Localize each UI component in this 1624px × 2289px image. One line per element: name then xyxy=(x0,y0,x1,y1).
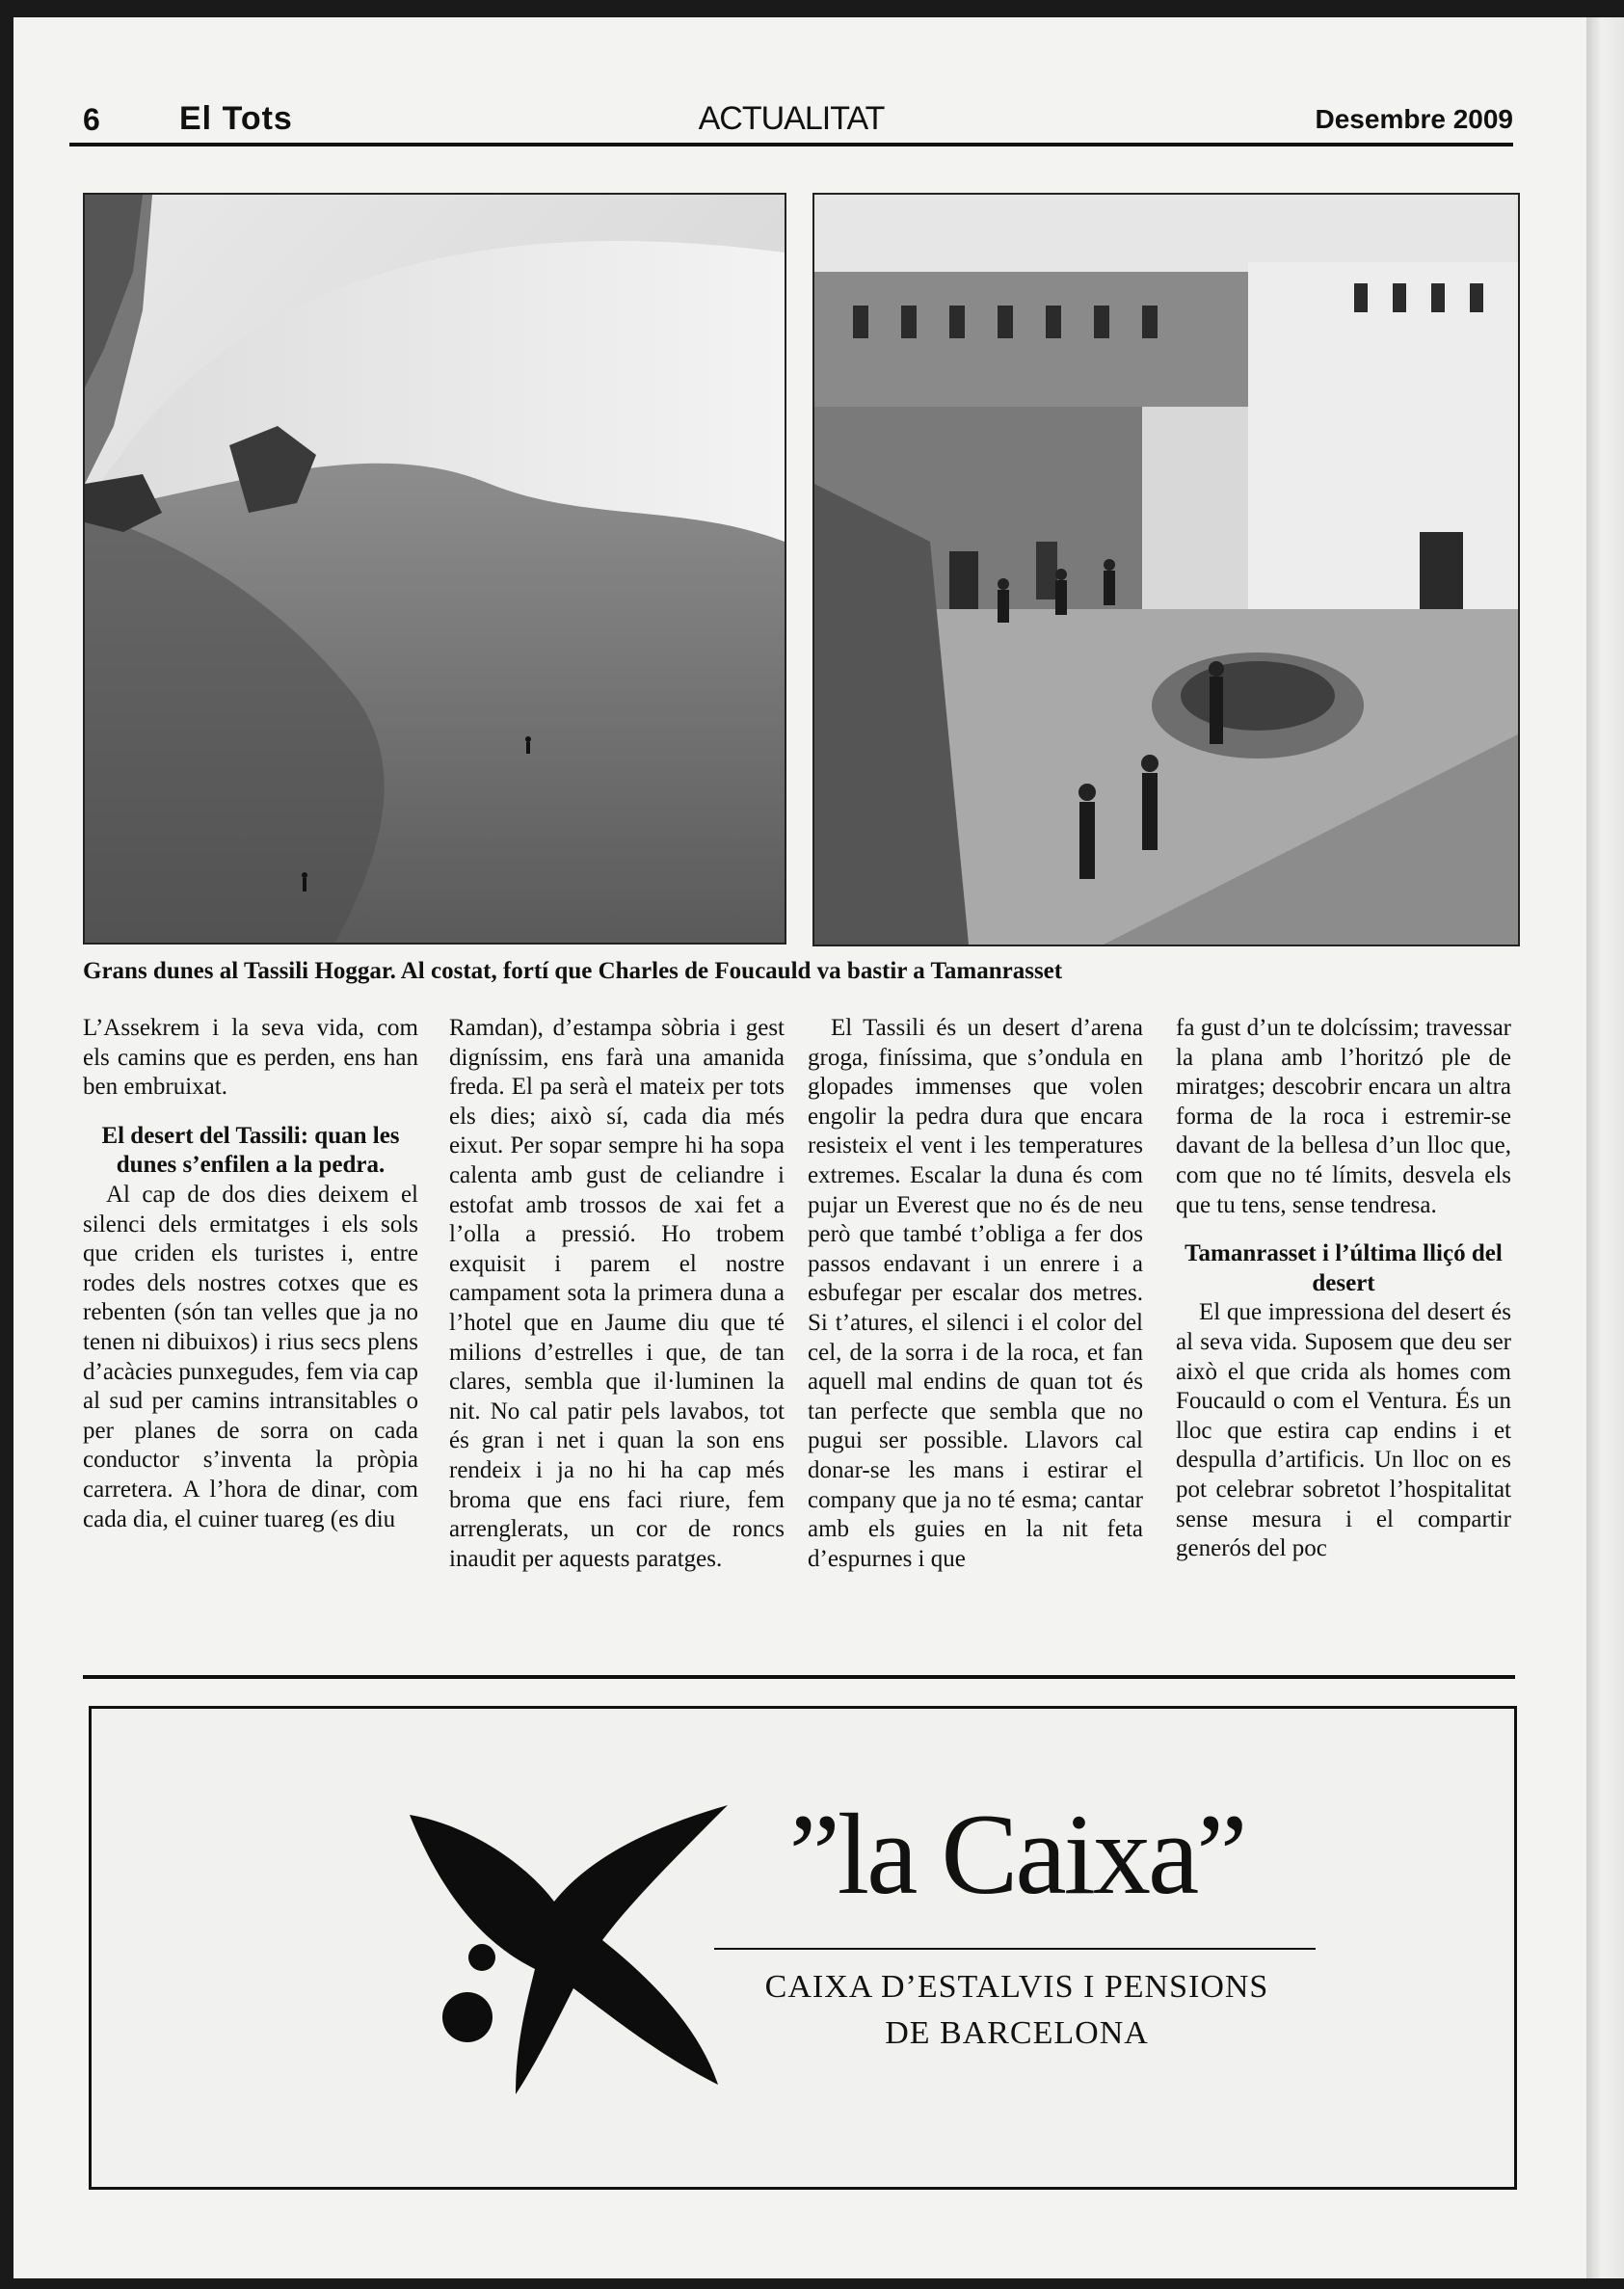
page-number: 6 xyxy=(83,102,100,137)
logo-divider xyxy=(714,1948,1316,1950)
bank-name: ”la Caixa” xyxy=(788,1790,1245,1918)
page-edge xyxy=(1586,17,1624,2278)
bank-subtitle-line1: CAIXA D’ESTALVIS I PENSIONS xyxy=(764,1969,1269,2005)
paragraph: El Tassili és un desert d’arena groga, finíssima, que s’ondula en glopades immenses que volen engolir la pedra dura que encara resisteix el vent i les temperatures extremes. Escalar la duna és com pujar un Everest que no és de neu però que també t’obliga a fer dos passos endavant i un enrere i a esbufegar per escalar dos metres. Si t’atures, el silenci i el color del cel, de la sorra i de la roca, et fan aquell mal endins de quan tot és tan perfecte que sembla que no pugui ser possible. Llavors cal donar-se les mans i estirar el company que ja no té esma; cantar amb els guies en la nit feta d’espurnes i que xyxy=(808,1015,1143,1572)
divider-rule xyxy=(83,1675,1515,1679)
page-header xyxy=(69,96,1513,146)
section-title: ACTUALITAT xyxy=(698,100,885,137)
bank-subtitle-line2: DE BARCELONA xyxy=(885,2015,1149,2051)
paragraph: Al cap de dos dies deixem el silenci dels ermitatges i els sols que criden els turistes i, entre rodes dels nostres cotxes que es rebenten (són tan velles que ja no tenen ni dibuixos) i rius secs plens d’acàcies punxegudes, fem via cap al sud per camins intransitables o per planes de sorra on cada conductor s’inventa la pròpia carretera. A l’hora de dinar, com cada dia, el cuiner tuareg (es diu xyxy=(83,1181,418,1532)
issue-date: Desembre 2009 xyxy=(1315,104,1513,134)
article-column-2 xyxy=(449,1014,785,1574)
paragraph: El que impressiona del desert és al seva vida. Suposem que deu ser això el que crida als homes com Foucauld o com el Ventura. És un lloc que estira cap endins i et despulla d’artificis. Un lloc on es pot celebrar sobretot l’hospitalitat sense mesura i el compartir generós del poc xyxy=(1176,1299,1511,1562)
paragraph: fa gust d’un te dolcíssim; travessar la plana amb l’horitzó ple de miratges; descobrir encara un altra forma de la roca i estremir-se davant de la bellesa d’un lloc que, com que no té límits, desvela els que tu tens, sense tendresa. xyxy=(1176,1015,1511,1218)
paragraph: Ramdan), d’estampa sòbria i gest digníssim, ens farà una amanida freda. El pa serà el mateix per tots els dies; això sí, cada dia més eixut. Per sopar sempre hi ha sopa calenta amb gust de celiandre i estofat amb trossos de xai fet a l’olla a pressió. Ho trobem exquisit i parem el nostre campament sota la primera duna a l’hotel que en Jaume diu que té milions d’estrelles i que, de tan clares, sembla que il·luminen la nit. No cal patir pels lavabos, tot és gran i net i quan la son ens rendeix i ja no hi ha cap més broma que ens faci riure, fem arrenglerats, un cor de roncs inaudit per aquests paratges. xyxy=(449,1015,785,1572)
star-logo-icon xyxy=(390,1796,737,2109)
article-column-1 xyxy=(83,1014,418,1534)
dunes-photo xyxy=(83,193,786,945)
subheading: Tamanrasset i l’última lliçó del desert xyxy=(1185,1240,1503,1296)
article-column-4 xyxy=(1176,1014,1511,1564)
advertisement xyxy=(89,1706,1517,2190)
fort-photo xyxy=(812,193,1520,946)
paragraph: L’Assekrem i la seva vida, com els camins que es perden, ens han ben embruixat. xyxy=(83,1015,418,1101)
subheading: El desert del Tassili: quan les dunes s’enfilen a la pedra. xyxy=(101,1122,400,1179)
article-column-3 xyxy=(808,1014,1143,1574)
photo-caption: Grans dunes al Tassili Hoggar. Al costat, fortí que Charles de Foucauld va bastir a Tamanrasset xyxy=(83,958,1063,984)
magazine-title: El Tots xyxy=(179,100,293,137)
